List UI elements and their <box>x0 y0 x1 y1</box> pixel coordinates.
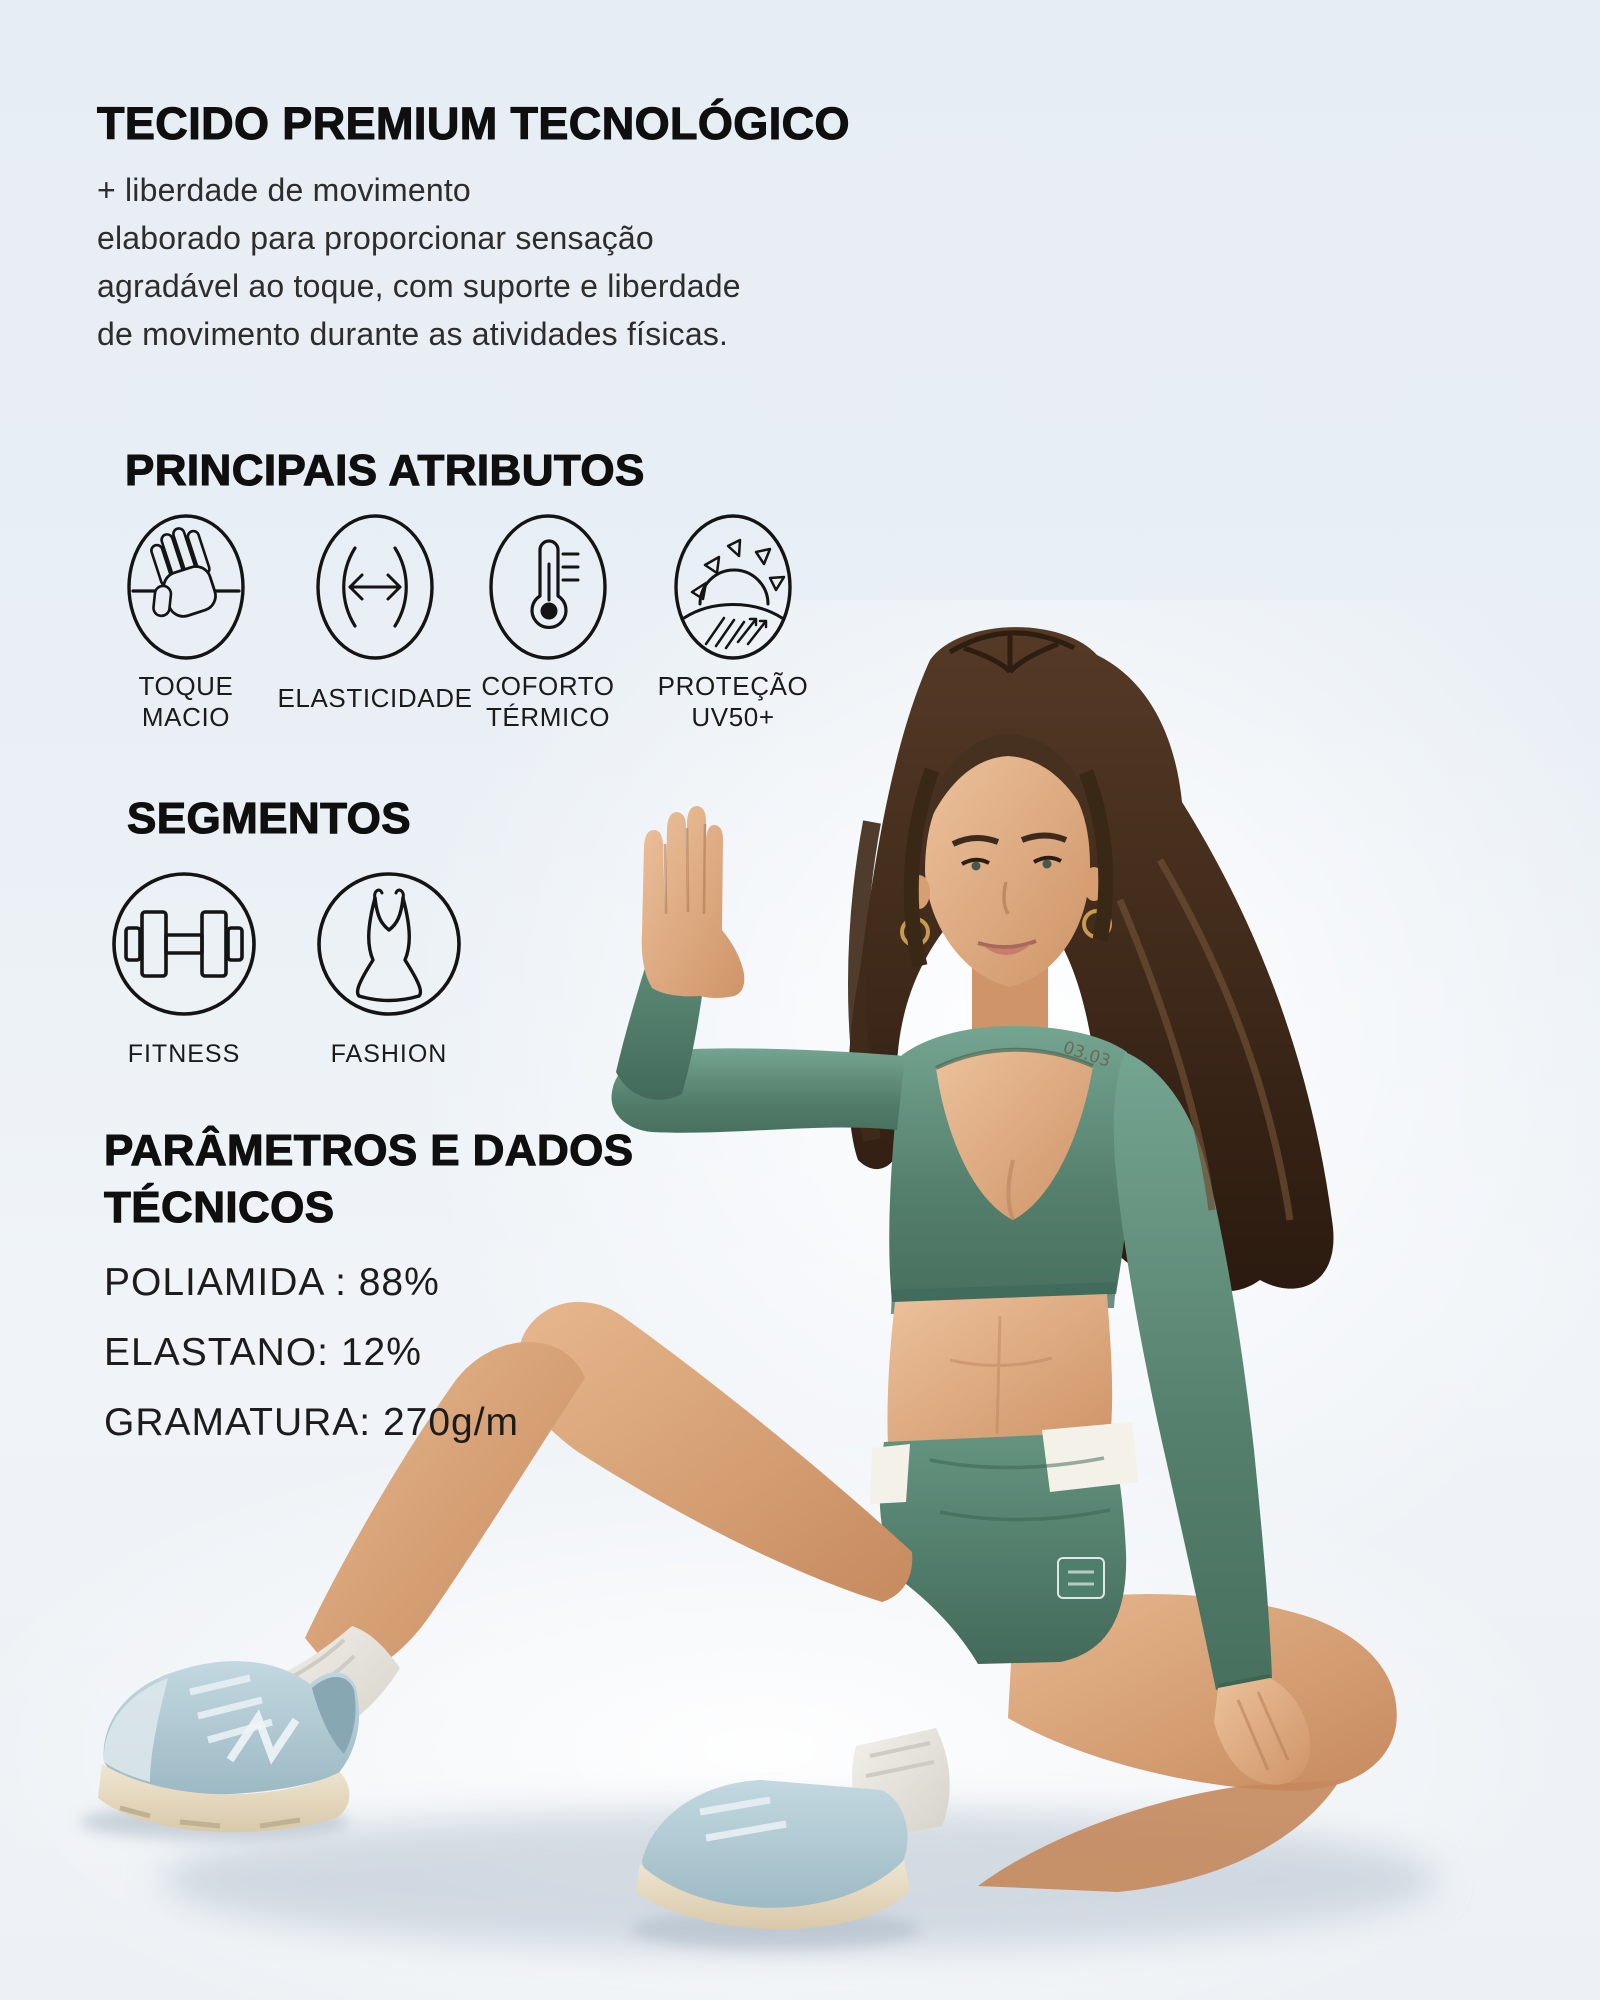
shorts-brand-patch <box>1058 1558 1104 1598</box>
waistband-accent-left <box>870 1444 910 1504</box>
model-eye-right <box>1043 860 1052 869</box>
technical-specs <box>104 1248 519 1458</box>
waistband-accent-right <box>1042 1422 1138 1492</box>
attribute-item-uv-protection <box>638 512 828 733</box>
spec-gramatura: GRAMATURA: 270g/m <box>104 1401 520 1444</box>
segment-item-fashion <box>315 870 463 1081</box>
segments-heading: SEGMENTOS <box>127 794 411 843</box>
attribute-label: ELASTICIDADE <box>277 682 473 713</box>
page-title: TECIDO PREMIUM TECNOLÓGICO <box>97 98 850 149</box>
fabric-description-line: de movimento durante as atividades físicas. <box>97 316 729 352</box>
attribute-label: PROTEÇÃO UV50+ <box>657 671 809 732</box>
model-eye-left <box>972 862 981 871</box>
spec-elastano: ELASTANO: 12% <box>104 1331 422 1374</box>
soft-touch-hand-icon <box>125 512 247 662</box>
fabric-description-line: + liberdade de movimento <box>97 172 471 208</box>
attribute-label: TOQUE MACIO <box>138 671 234 732</box>
fabric-description <box>97 166 741 358</box>
fabric-description-line: agradável ao toque, com suporte e liberdade <box>97 268 741 304</box>
spec-poliamida: POLIAMIDA : 88% <box>104 1261 440 1304</box>
collarbone-tattoo: 03.03 <box>1060 1037 1113 1072</box>
thermal-comfort-thermometer-icon <box>487 512 609 662</box>
attribute-item-thermal-comfort <box>453 512 643 733</box>
segment-label: FITNESS <box>127 1039 241 1068</box>
uv-protection-sun-icon <box>672 512 794 662</box>
attributes-heading: PRINCIPAIS ATRIBUTOS <box>125 446 645 495</box>
fabric-description-line: elaborado para proporcionar sensação <box>97 220 654 256</box>
attribute-item-elasticity <box>277 512 473 725</box>
fitness-dumbbell-icon <box>110 870 258 1018</box>
elasticity-stretch-icon <box>314 512 436 662</box>
fashion-dress-icon <box>315 870 463 1018</box>
technical-heading: PARÂMETROS E DADOS TÉCNICOS <box>104 1126 634 1232</box>
attribute-item-soft-touch <box>91 512 281 733</box>
segment-label: FASHION <box>330 1039 448 1068</box>
segment-item-fitness <box>110 870 258 1081</box>
attribute-label: COFORTO TÉRMICO <box>481 671 615 732</box>
